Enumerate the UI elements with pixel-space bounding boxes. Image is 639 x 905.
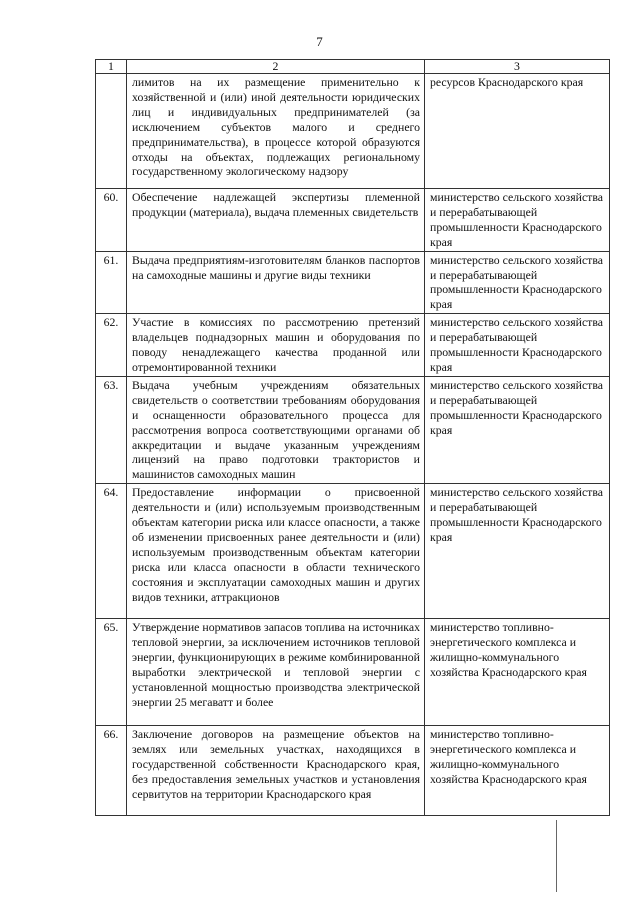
row-number: 65. bbox=[96, 619, 127, 726]
table-row bbox=[96, 484, 610, 619]
row-description: Заключение договоров на размещение объектов на землях или земельных участках, находящихся в государственной собственности Краснодарского края, без предоставления земельных участков и установления сервитутов на территории Краснодарского края bbox=[127, 726, 425, 816]
row-organization: министерство сельского хозяйства и перерабатывающей промышленности Краснодарского края bbox=[425, 484, 610, 619]
column-header-number: 1 bbox=[96, 60, 127, 74]
row-organization: министерство топливно-энергетического комплекса и жилищно-коммунального хозяйства Краснодарского края bbox=[425, 726, 610, 816]
row-description: Выдача предприятиям-изготовителям бланков паспортов на самоходные машины и другие виды техники bbox=[127, 251, 425, 314]
row-number: 60. bbox=[96, 189, 127, 252]
row-organization: министерство сельского хозяйства и перерабатывающей промышленности Краснодарского края bbox=[425, 189, 610, 252]
column-header-organization: 3 bbox=[425, 60, 610, 74]
table-row bbox=[96, 726, 610, 816]
row-number bbox=[96, 74, 127, 189]
row-organization: министерство сельского хозяйства и перерабатывающей промышленности Краснодарского края bbox=[425, 376, 610, 483]
table-row bbox=[96, 376, 610, 483]
margin-line bbox=[556, 820, 557, 892]
row-description: Предоставление информации о присвоенной деятельности и (или) используемым производственным объектам категории риска или классе опасности, а также об изменении присвоенных ранее деятельности и (или) используемым производственным объектам категории риска или класса опасности в области технического состояния и эксплуатации самоходных машин и других видов техники, аттракционов bbox=[127, 484, 425, 619]
row-organization: министерство сельского хозяйства и перерабатывающей промышленности Краснодарского края bbox=[425, 251, 610, 314]
row-description: лимитов на их размещение применительно к хозяйственной и (или) иной деятельности юридических лиц и индивидуальных предпринимателей (за исключением субъектов малого и среднего предпринимательства), в процессе которой образуются отходы на объектах, подлежащих региональному государственному экологическому надзору bbox=[127, 74, 425, 189]
row-number: 66. bbox=[96, 726, 127, 816]
table-row bbox=[96, 314, 610, 377]
document-table bbox=[95, 59, 610, 816]
row-number: 64. bbox=[96, 484, 127, 619]
row-description: Участие в комиссиях по рассмотрению претензий владельцев поднадзорных машин и оборудования по поводу ненадлежащего качества проданной или отремонтированной техники bbox=[127, 314, 425, 377]
row-description: Утверждение нормативов запасов топлива на источниках тепловой энергии, за исключением источников тепловой энергии, функционирующих в режиме комбинированной выработки электрической и тепловой энергии с установленной мощностью производства электрической энергии 25 мегаватт и более bbox=[127, 619, 425, 726]
table-row bbox=[96, 251, 610, 314]
row-organization: ресурсов Краснодарского края bbox=[425, 74, 610, 189]
table-header-row bbox=[96, 60, 610, 74]
page-number: 7 bbox=[316, 34, 323, 49]
table-row bbox=[96, 189, 610, 252]
row-organization: министерство топливно-энергетического комплекса и жилищно-коммунального хозяйства Краснодарского края bbox=[425, 619, 610, 726]
row-number: 61. bbox=[96, 251, 127, 314]
row-description: Обеспечение надлежащей экспертизы племенной продукции (материала), выдача племенных свидетельств bbox=[127, 189, 425, 252]
row-number: 62. bbox=[96, 314, 127, 377]
row-description: Выдача учебным учреждениям обязательных свидетельств о соответствии требованиям оборудования и оснащенности образовательного процесса для рассмотрения вопроса соответствующими органами об аккредитации и выдаче указанным учреждениям лицензий на право подготовки трактористов и машинистов самоходных машин bbox=[127, 376, 425, 483]
row-number: 63. bbox=[96, 376, 127, 483]
table-row bbox=[96, 619, 610, 726]
row-organization: министерство сельского хозяйства и перерабатывающей промышленности Краснодарского края bbox=[425, 314, 610, 377]
table-row bbox=[96, 74, 610, 189]
column-header-description: 2 bbox=[127, 60, 425, 74]
